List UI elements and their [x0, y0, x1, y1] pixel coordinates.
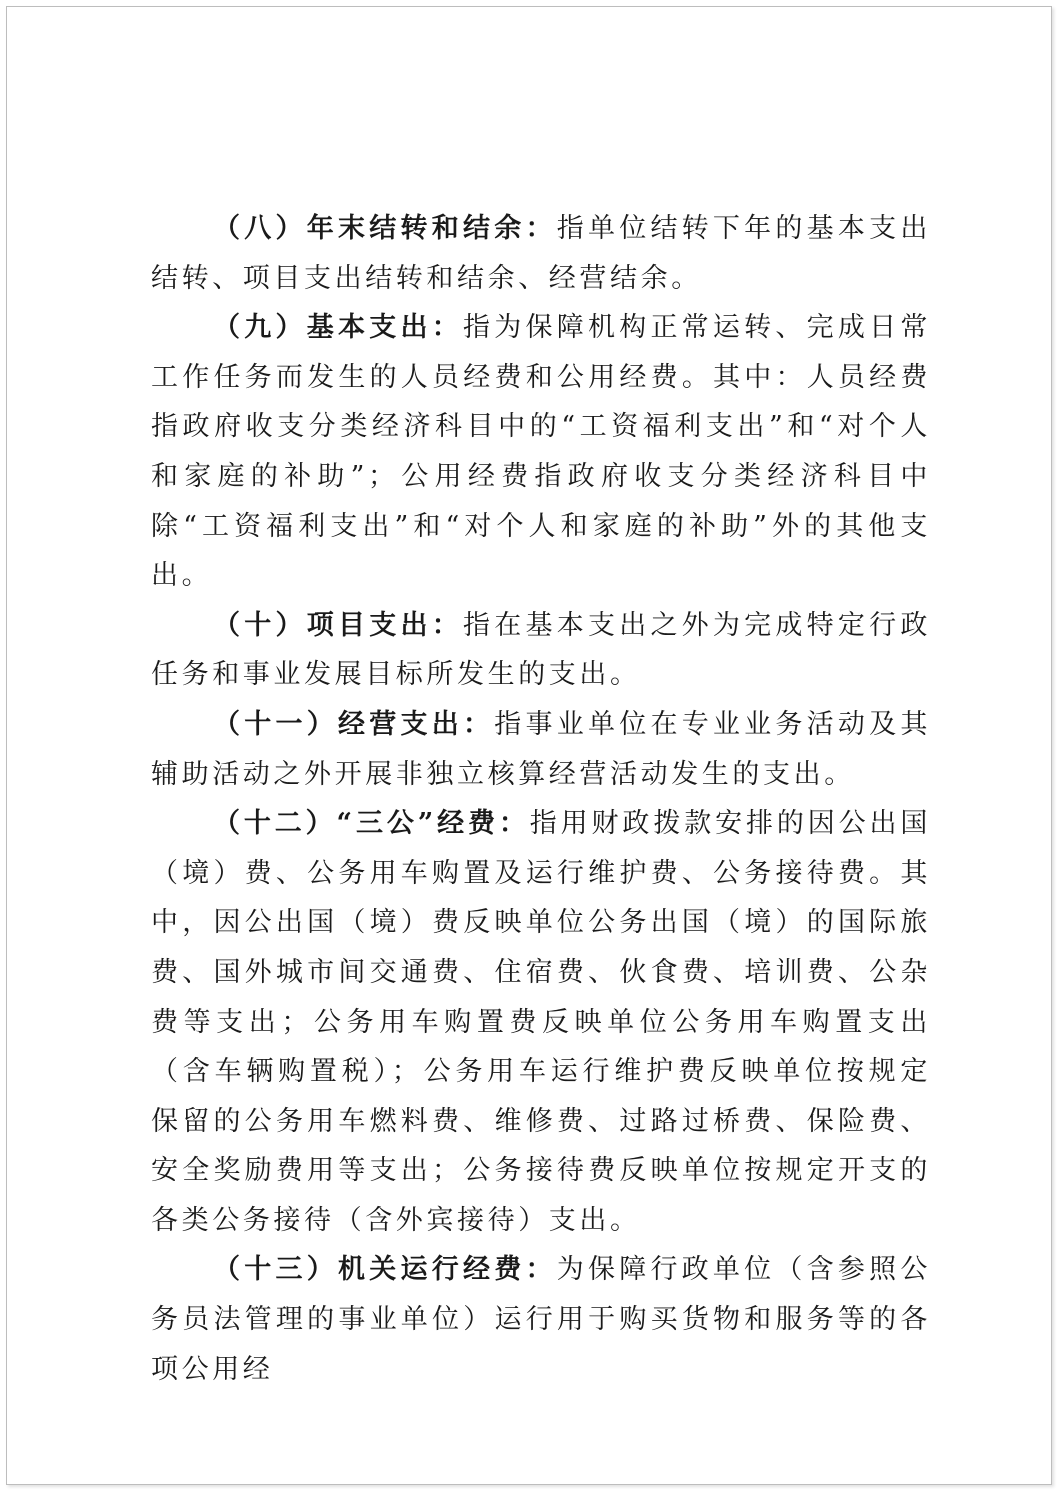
term-definition: 为保障行政单位（含参照公务员法管理的事业单位）运行用于购买货物和服务等的各项公用经 [151, 1254, 931, 1385]
term-heading: （十）项目支出： [213, 609, 463, 641]
document-body [151, 204, 931, 1394]
paragraph-11 [151, 700, 931, 799]
term-heading: （十三）机关运行经费： [213, 1254, 557, 1286]
term-definition: 指事业单位在专业业务活动及其辅助活动之外开展非独立核算经营活动发生的支出。 [151, 708, 932, 790]
term-definition: 指单位结转下年的基本支出结转、项目支出结转和结余、经营结余。 [151, 213, 931, 294]
term-heading: （九）基本支出： [213, 312, 463, 344]
term-heading: （十二）“三公”经费： [213, 808, 530, 840]
term-heading: （十一）经营支出： [213, 708, 495, 740]
paragraph-12 [151, 799, 931, 1245]
document-page [6, 6, 1052, 1485]
term-definition: 指用财政拨款安排的因公出国（境）费、公务用车购置及运行维护费、公务接待费。其中，因公出国（境）费反映单位公务出国（境）的国际旅费、国外城市间交通费、住宿费、伙食费、培训费、公杂费等支出；公务用车购置费反映单位公务用车购置支出（含车辆购置税）；公务用车运行维护费反映单位按规定保留的公务用车燃料费、维修费、过路过桥费、保险费、安全奖励费用等支出；公务接待费反映单位按规定开支的各类公务接待（含外宾接待）支出。 [151, 808, 931, 1236]
term-definition: 指在基本支出之外为完成特定行政任务和事业发展目标所发生的支出。 [151, 609, 931, 691]
paragraph-13 [151, 1245, 931, 1394]
term-heading: （八）年末结转和结余： [213, 213, 557, 244]
paragraph-8 [151, 204, 931, 303]
term-definition: 指为保障机构正常运转、完成日常工作任务而发生的人员经费和公用经费。其中：人员经费指政府收支分类经济科目中的“工资福利支出”和“对个人和家庭的补助”；公用经费指政府收支分类经济科目中除“工资福利支出”和“对个人和家庭的补助”外的其他支出。 [151, 312, 931, 592]
paragraph-9 [151, 303, 931, 601]
paragraph-10 [151, 601, 931, 700]
